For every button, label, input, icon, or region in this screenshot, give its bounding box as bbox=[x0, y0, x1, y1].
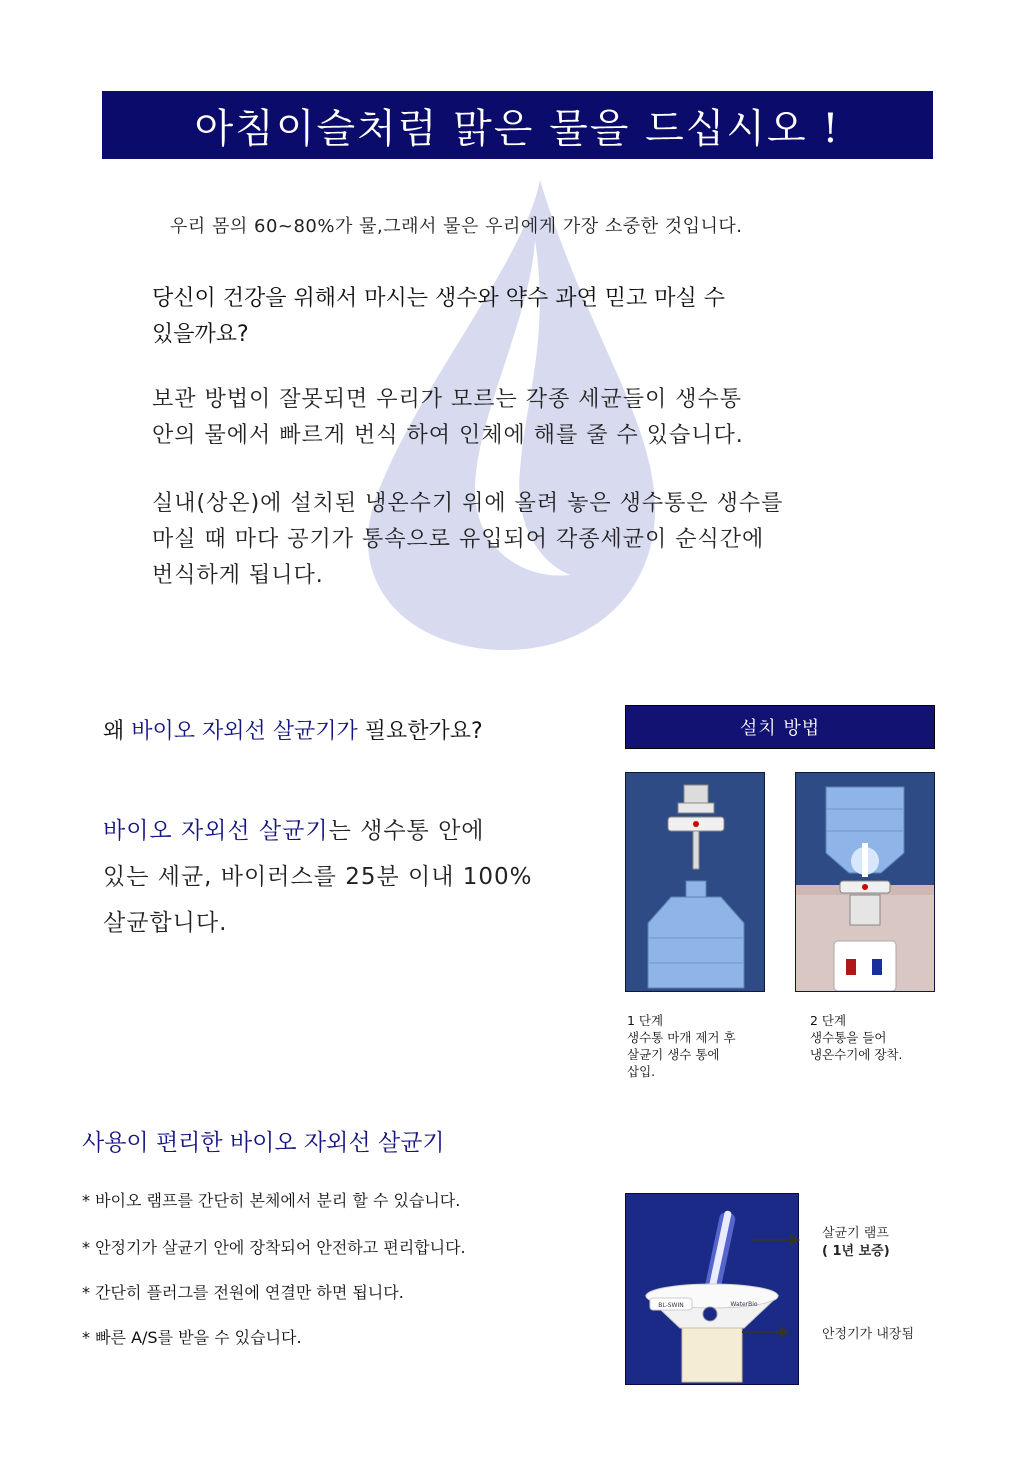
install-title: 설치 방법 bbox=[625, 705, 935, 749]
product-indicator bbox=[703, 1307, 717, 1321]
product-label-right-text: WaterBio bbox=[730, 1301, 758, 1308]
question-line: 당신이 건강을 위해서 마시는 생수와 약수 과연 믿고 마실 수 bbox=[152, 286, 725, 311]
uv-lamp bbox=[862, 843, 868, 877]
why-highlight: 바이오 자외선 살균기가 bbox=[131, 719, 358, 744]
sterilizer-product-image bbox=[625, 1193, 799, 1385]
lamp-callout bbox=[822, 1225, 890, 1261]
storage-paragraph bbox=[152, 382, 912, 454]
product-svg bbox=[626, 1194, 798, 1384]
paragraph-line: 마실 때 마다 공기가 통속으로 유입되어 각종세균이 순식간에 bbox=[152, 527, 765, 552]
contamination-paragraph bbox=[152, 486, 912, 594]
step2-caption-line: 2 단계 bbox=[810, 1013, 847, 1028]
why-heading bbox=[103, 714, 483, 745]
convenient-heading: 사용이 편리한 바이오 자외선 살균기 bbox=[82, 1130, 445, 1156]
lamp-arrow bbox=[752, 1239, 792, 1241]
feature-bullet: * 빠른 A/S를 받을 수 있습니다. bbox=[82, 1328, 302, 1347]
ballast-body bbox=[682, 1328, 742, 1382]
feature-bullet: * 안정기가 살균기 안에 장착되어 안전하고 편리합니다. bbox=[82, 1238, 466, 1257]
hot-tap bbox=[846, 959, 856, 975]
ballast-arrow bbox=[742, 1331, 782, 1333]
sterilizer-cap bbox=[678, 803, 714, 813]
tap-panel bbox=[834, 941, 896, 991]
feature-bullet: * 간단히 플러그를 전원에 연결만 하면 됩니다. bbox=[82, 1283, 404, 1302]
sterilizer-body bbox=[850, 895, 880, 925]
step2-illustration bbox=[795, 772, 935, 992]
lamp-arrow-head bbox=[790, 1234, 800, 1246]
paragraph-line: 보관 방법이 잘못되면 우리가 모르는 각종 세균들이 생수통 bbox=[152, 387, 743, 412]
paragraph-line: 실내(상온)에 설치된 냉온수기 위에 올려 놓은 생수통은 생수를 bbox=[152, 491, 784, 516]
sterilizer-indicator bbox=[693, 821, 699, 827]
step1-caption-line: 삽입. bbox=[627, 1064, 656, 1079]
lamp-callout-line: 살균기 램프 bbox=[822, 1226, 889, 1241]
step2-caption-line: 생수통을 들어 bbox=[810, 1030, 887, 1045]
question-text bbox=[152, 281, 872, 353]
step2-caption bbox=[810, 1012, 902, 1063]
bio-line: 살균합니다. bbox=[103, 910, 228, 936]
sterilizer-probe bbox=[693, 831, 699, 869]
why-prefix: 왜 bbox=[103, 719, 132, 744]
bio-line1-rest: 는 생수통 안에 bbox=[328, 818, 485, 844]
intro-text: 우리 몸의 60~80%가 물,그래서 물은 우리에게 가장 소중한 것입니다. bbox=[170, 216, 743, 237]
bottle-neck bbox=[686, 881, 706, 897]
step2-caption-line: 냉온수기에 장착. bbox=[810, 1047, 903, 1062]
water-bottle bbox=[648, 897, 744, 988]
step1-illustration bbox=[625, 772, 765, 992]
why-suffix: 필요한가요? bbox=[357, 719, 483, 744]
step2-svg bbox=[796, 773, 934, 991]
paragraph-line: 안의 물에서 빠르게 번식 하여 인체에 해를 줄 수 있습니다. bbox=[152, 423, 744, 448]
step1-caption bbox=[627, 1012, 736, 1080]
product-label-left-text: BL-SWIN bbox=[658, 1302, 684, 1309]
page-title: 아침이슬처럼 맑은 물을 드십시오 ! bbox=[102, 91, 933, 159]
ballast-arrow-head bbox=[780, 1326, 790, 1338]
bio-description bbox=[103, 808, 603, 946]
step1-svg bbox=[626, 773, 764, 991]
question-line: 있을까요? bbox=[152, 322, 249, 347]
paragraph-line: 번식하게 됩니다. bbox=[152, 563, 324, 588]
sterilizer-indicator bbox=[862, 884, 868, 890]
ballast-callout: 안정기가 내장됨 bbox=[822, 1327, 915, 1342]
feature-bullet: * 바이오 램프를 간단히 본체에서 분리 할 수 있습니다. bbox=[82, 1191, 461, 1210]
lamp-callout-line: ( 1년 보증) bbox=[822, 1244, 890, 1259]
bio-highlight: 바이오 자외선 살균기 bbox=[103, 818, 329, 844]
cold-tap bbox=[872, 959, 882, 975]
step1-caption-line: 1 단계 bbox=[627, 1013, 664, 1028]
step1-caption-line: 살균기 생수 통에 bbox=[627, 1047, 720, 1062]
bio-line: 있는 세균, 바이러스를 25분 이내 100% bbox=[103, 864, 533, 890]
step1-caption-line: 생수통 마개 제거 후 bbox=[627, 1030, 736, 1045]
